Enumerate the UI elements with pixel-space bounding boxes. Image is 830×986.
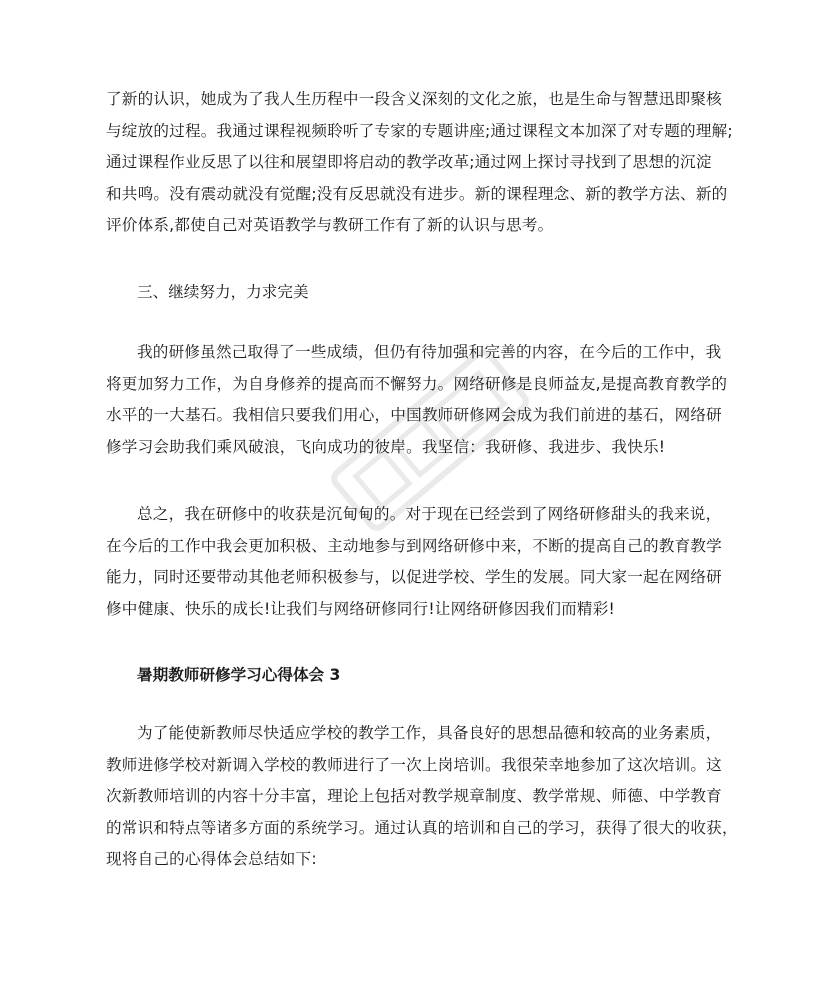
article-title: 暑期教师研修学习心得体会 3 bbox=[137, 666, 341, 684]
paragraph-2 bbox=[106, 337, 726, 463]
paragraph-2-line-1: 我的研修虽然己取得了一些成绩，但仍有待加强和完善的内容，在今后的工作中，我 bbox=[137, 343, 722, 361]
paragraph-2-line-3: 水平的一大基石。我相信只要我们用心，中国教师研修网会成为我们前进的基石，网络研 bbox=[106, 406, 722, 424]
paragraph-1-line-3: 通过课程作业反思了以往和展望即将启动的教学改革;通过网上探讨寻找到了思想的沉淀 bbox=[106, 153, 712, 171]
paragraph-1-line-5: 评价体系,都使自己对英语教学与教研工作有了新的认识与思考。 bbox=[106, 216, 554, 234]
paragraph-1 bbox=[106, 84, 733, 242]
paragraph-2-line-2: 将更加努力工作，为自身修养的提高而不懈努力。网络研修是良师益友,是提高教育教学的 bbox=[106, 374, 728, 393]
paragraph-3-line-1: 总之，我在研修中的收获是沉甸甸的。对于现在已经尝到了网络研修甜头的我来说， bbox=[137, 505, 722, 523]
section-heading: 三、继续努力，力求完美 bbox=[137, 283, 309, 301]
paragraph-4-line-4: 的常识和特点等诸多方面的系统学习。通过认真的培训和自己的学习，获得了很大的收获， bbox=[106, 818, 738, 837]
paragraph-4 bbox=[106, 718, 738, 876]
paragraph-4-line-2: 教师进修学校对新调入学校的教师进行了一次上岗培训。我很荣幸地参加了这次培训。这 bbox=[106, 755, 722, 774]
paragraph-4-line-5: 现将自己的心得体会总结如下: bbox=[106, 850, 317, 868]
paragraph-3 bbox=[106, 499, 726, 625]
paragraph-1-line-4: 和共鸣。没有震动就没有觉醒;没有反思就没有进步。新的课程理念、新的教学方法、新的 bbox=[106, 184, 728, 203]
paragraph-1-line-1: 了新的认识，她成为了我人生历程中一段含义深刻的文化之旅，也是生命与智慧迅即聚核 bbox=[106, 90, 722, 108]
paragraph-2-line-4: 修学习会助我们乘风破浪，飞向成功的彼岸。我坚信：我研修、我进步、我快乐! bbox=[106, 437, 666, 456]
paragraph-3-line-2: 在今后的工作中我会更加积极、主动地参与到网络研修中来，不断的提高自己的教育教学 bbox=[106, 536, 722, 555]
paragraph-4-line-3: 次新教师培训的内容十分丰富，理论上包括对教学规章制度、教学常规、师德、中学教育 bbox=[106, 787, 722, 805]
paragraph-1-line-2: 与绽放的过程。我通过课程视频聆听了专家的专题讲座;通过课程文本加深了对专题的理解; bbox=[106, 121, 733, 140]
paragraph-4-line-1: 为了能使新教师尽快适应学校的教学工作，具备良好的思想品德和较高的业务素质， bbox=[137, 724, 722, 742]
paragraph-3-line-3: 能力，同时还要带动其他老师积极参与，以促进学校、学生的发展。同大家一起在网络研 bbox=[106, 568, 722, 586]
paragraph-3-line-4: 修中健康、快乐的成长!让我们与网络研修同行!让网络研修因我们而精彩! bbox=[106, 599, 615, 618]
